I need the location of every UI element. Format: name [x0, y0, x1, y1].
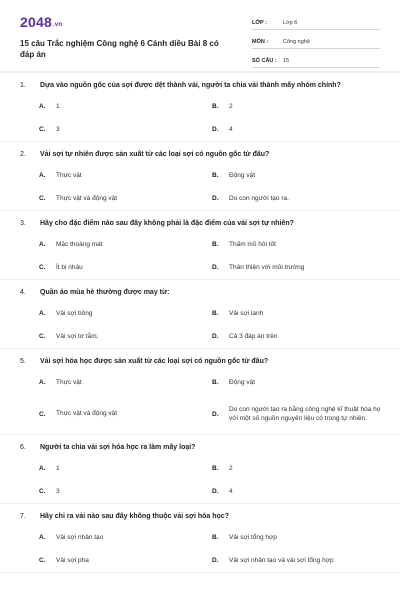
- question-header: [20, 504, 380, 526]
- answer-option[interactable]: [212, 187, 382, 210]
- option-letter: A.: [39, 103, 46, 110]
- question-item: [0, 280, 400, 349]
- question-text: Vải sợi tự nhiên được sản xuất từ các loại sợi có nguồn gốc từ đâu?: [40, 151, 270, 158]
- option-text: 3: [56, 126, 60, 133]
- option-letter: A.: [39, 465, 46, 472]
- answer-option[interactable]: [212, 480, 382, 503]
- answer-option[interactable]: [212, 549, 382, 572]
- answer-option[interactable]: [212, 164, 382, 187]
- option-text: Động vật: [229, 379, 256, 386]
- answer-option[interactable]: [39, 164, 212, 187]
- option-letter: B.: [212, 379, 219, 386]
- option-text: Ít bị nhàu: [56, 264, 83, 271]
- question-header: [20, 211, 380, 233]
- answer-option[interactable]: [39, 325, 212, 348]
- question-number: 1.: [20, 82, 26, 89]
- option-letter: B.: [212, 465, 219, 472]
- answer-option[interactable]: [212, 302, 382, 325]
- option-text: Vải sợi tơ tằm.: [56, 333, 99, 340]
- question-item: [0, 211, 400, 280]
- answer-option[interactable]: [212, 325, 382, 348]
- question-text: Dựa vào nguồn gốc của sợi được dệt thành vải, người ta chia vải thành mấy nhóm chính?: [40, 82, 341, 89]
- logo-text: 2048: [20, 14, 52, 30]
- answer-option[interactable]: [212, 118, 382, 141]
- answer-option[interactable]: [39, 480, 212, 503]
- option-text: Do con người tạo ra.: [229, 195, 289, 202]
- question-item: [0, 142, 400, 211]
- quiz-meta: [252, 14, 380, 71]
- option-text: Vải sợi lanh: [229, 310, 264, 317]
- option-letter: B.: [212, 103, 219, 110]
- question-text: Người ta chia vải sợi hóa học ra làm mấy loại?: [40, 444, 196, 451]
- question-number: 4.: [20, 289, 26, 296]
- answer-option[interactable]: [212, 233, 382, 256]
- option-text: 1: [56, 465, 60, 472]
- question-text: Hãy cho đặc điểm nào sau đây không phải là đặc điểm của vải sợi tự nhiên?: [40, 220, 294, 227]
- option-text: 2: [229, 465, 233, 472]
- option-text: Thân thiện với môi trường: [229, 264, 305, 271]
- meta-row-count: [252, 52, 380, 68]
- option-letter: C.: [39, 126, 46, 133]
- option-letter: C.: [39, 557, 46, 564]
- option-letter: A.: [39, 379, 46, 386]
- question-number: 2.: [20, 151, 26, 158]
- page-title: 15 câu Trắc nghiệm Công nghệ 6 Cánh diều Bài 8 có đáp án: [20, 39, 219, 59]
- question-item: [0, 435, 400, 504]
- answer-option[interactable]: [39, 457, 212, 480]
- answer-options: [39, 371, 380, 434]
- question-number: 3.: [20, 220, 26, 227]
- option-letter: A.: [39, 241, 46, 248]
- option-text: Thực vật: [56, 379, 82, 386]
- answer-option[interactable]: [39, 549, 212, 572]
- answer-option[interactable]: [212, 394, 382, 434]
- question-item: [0, 504, 400, 573]
- option-letter: D.: [212, 195, 219, 202]
- option-letter: D.: [212, 126, 219, 133]
- question-number: 7.: [20, 513, 26, 520]
- option-text: Do con người tạo ra bằng công nghệ kĩ thuật hóa họ với một số nguồn nguyên liệu có trong tự nhiên.: [229, 405, 381, 422]
- answer-option[interactable]: [212, 256, 382, 279]
- question-header: [20, 435, 380, 457]
- option-letter: D.: [212, 557, 219, 564]
- option-letter: D.: [212, 333, 219, 340]
- option-text: Thực vật và động vật: [56, 195, 118, 202]
- option-letter: D.: [212, 410, 219, 418]
- answer-option[interactable]: [39, 371, 212, 394]
- answer-option[interactable]: [39, 118, 212, 141]
- option-letter: A.: [39, 310, 46, 317]
- question-item: [0, 349, 400, 435]
- option-letter: D.: [212, 264, 219, 271]
- option-text: Thấm mồ hôi tốt: [229, 241, 276, 248]
- option-text: 2: [229, 103, 233, 110]
- answer-options: [39, 233, 380, 279]
- option-text: 4: [229, 126, 233, 133]
- answer-options: [39, 526, 380, 572]
- question-text: Hãy chỉ ra vải nào sau đây không thuộc vải sợi hóa học?: [40, 513, 229, 520]
- option-letter: C.: [39, 333, 46, 340]
- answer-option[interactable]: [212, 371, 382, 394]
- logo-tld: .vn: [52, 22, 63, 28]
- answer-option[interactable]: [212, 526, 382, 549]
- option-text: Thực vật và động vật: [56, 410, 118, 418]
- meta-row-grade: [252, 14, 380, 30]
- question-list: [0, 73, 400, 573]
- meta-value: Lớp 6: [283, 20, 298, 26]
- answer-options: [39, 164, 380, 210]
- option-text: 1: [56, 103, 60, 110]
- question-header: [20, 142, 380, 164]
- question-header: [20, 73, 380, 95]
- answer-option[interactable]: [39, 95, 212, 118]
- question-number: 5.: [20, 358, 26, 365]
- question-number: 6.: [20, 444, 26, 451]
- option-letter: C.: [39, 488, 46, 495]
- option-text: Vải sợi tổng hợp: [229, 534, 277, 541]
- option-letter: B.: [212, 310, 219, 317]
- question-header: [20, 280, 380, 302]
- question-header: [20, 349, 380, 371]
- option-text: 4: [229, 488, 233, 495]
- option-letter: C.: [39, 410, 46, 418]
- question-text: Vải sợi hóa học được sản xuất từ các loại sợi có nguồn gốc từ đâu?: [40, 358, 269, 365]
- meta-label: SỐ CÂU :: [252, 58, 277, 64]
- answer-option[interactable]: [39, 187, 212, 210]
- option-letter: A.: [39, 172, 46, 179]
- option-text: Vải sợi nhân tạo và vải sợi tổng hợp: [229, 557, 334, 564]
- answer-options: [39, 457, 380, 503]
- question-text: Quần áo mùa hè thường được may từ:: [40, 289, 170, 296]
- answer-option[interactable]: [39, 394, 212, 434]
- option-letter: C.: [39, 195, 46, 202]
- question-item: [0, 73, 400, 142]
- answer-options: [39, 95, 380, 141]
- option-text: Động vật: [229, 172, 256, 179]
- meta-label: LỚP :: [252, 20, 267, 26]
- answer-option[interactable]: [39, 302, 212, 325]
- option-text: Mặc thoáng mát: [56, 241, 103, 248]
- answer-option[interactable]: [39, 526, 212, 549]
- option-letter: B.: [212, 241, 219, 248]
- answer-option[interactable]: [39, 256, 212, 279]
- answer-option[interactable]: [212, 95, 382, 118]
- option-text: Cả 3 đáp án trên: [229, 333, 278, 340]
- option-letter: B.: [212, 534, 219, 541]
- option-letter: B.: [212, 172, 219, 179]
- option-text: 3: [56, 488, 60, 495]
- meta-value: 15: [283, 58, 290, 64]
- answer-option[interactable]: [212, 457, 382, 480]
- option-text: Vải sợi nhân tạo: [56, 534, 104, 541]
- option-text: Vải sợi pha: [56, 557, 89, 564]
- answer-options: [39, 302, 380, 348]
- option-text: Vải sợi bông: [56, 310, 93, 317]
- option-text: Thực vật: [56, 172, 82, 179]
- page-header: [0, 0, 400, 70]
- option-letter: D.: [212, 488, 219, 495]
- answer-option[interactable]: [39, 233, 212, 256]
- meta-value: Công nghệ: [283, 39, 310, 45]
- option-letter: A.: [39, 534, 46, 541]
- meta-label: MÔN :: [252, 39, 269, 45]
- meta-row-subject: [252, 33, 380, 49]
- option-letter: C.: [39, 264, 46, 271]
